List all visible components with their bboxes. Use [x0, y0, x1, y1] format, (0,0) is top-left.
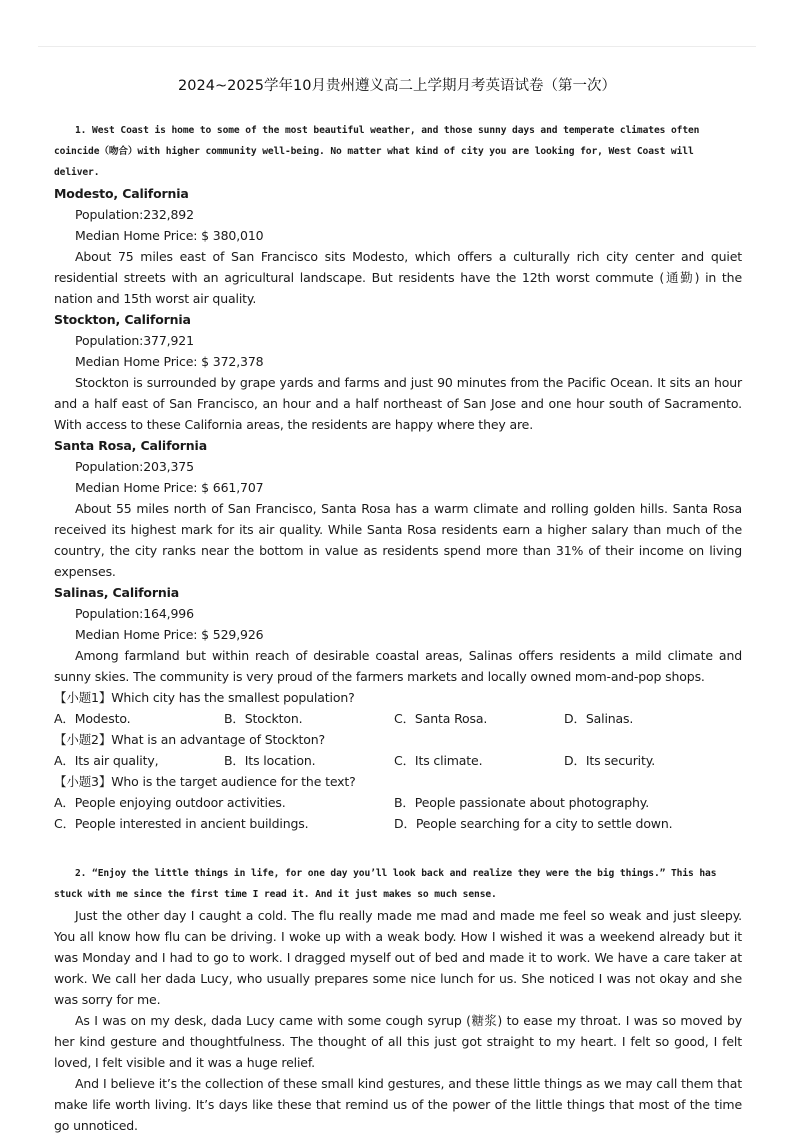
- city-section-modesto: [54, 183, 742, 309]
- option-b[interactable]: B．Its location.: [224, 753, 316, 768]
- question-stem: 【小题1】Which city has the smallest population?: [54, 690, 355, 705]
- city-population: Population:377,921: [75, 333, 194, 348]
- question-1: [54, 687, 742, 729]
- city-section-salinas: [54, 582, 742, 687]
- passage-2-paragraph: Just the other day I caught a cold. The flu really made me mad and made me feel so weak and just sleepy. You all know how flu can be driving. I woke up with a weak body. How I wished it was a weekend already but it was Monday and I had to go to work. I dragged myself out of bed and made it to work. We have a care taker at work. We call her dada Lucy, who usually prepares some nice lunch for us. She noticed I was not okay and she was sorry for me.: [54, 908, 742, 1007]
- question-stem: 【小题2】What is an advantage of Stockton?: [54, 732, 326, 747]
- option-a[interactable]: A．Modesto.: [54, 711, 131, 726]
- city-heading: Santa Rosa, California: [54, 438, 207, 453]
- city-median-home-price: Median Home Price: $ 529,926: [75, 627, 264, 642]
- passage-2-intro: 2. “Enjoy the little things in life, for one day you’ll look back and realize they were the big things.” This has stuck with me since the first time I read it. And it just makes so much sense.: [54, 868, 717, 900]
- question-stem: 【小题3】Who is the target audience for the text?: [54, 774, 356, 789]
- page-top-rule: [38, 46, 756, 47]
- question-options: [54, 708, 742, 729]
- passage-1-intro: 1. West Coast is home to some of the most beautiful weather, and those sunny days and temperate climates often coincide（吻合）with higher community well-being. No matter what kind of city you are looking for, West Coast will deliver.: [54, 125, 700, 178]
- question-3: [54, 771, 742, 834]
- option-c[interactable]: C．People interested in ancient buildings.: [54, 816, 309, 831]
- city-description: About 75 miles east of San Francisco sits Modesto, which offers a culturally rich city center and quiet residential streets with an agricultural landscape. But residents have the 12th worst commute (通勤) in the nation and 15th worst air quality.: [54, 249, 742, 306]
- passage-2-paragraph: And I believe it’s the collection of these small kind gestures, and these little things as we may call them that make life worth living. It’s days like these that remind us of the power of the little things that most of the time go unnoticed.: [54, 1076, 742, 1133]
- city-description: About 55 miles north of San Francisco, Santa Rosa has a warm climate and rolling golden hills. Santa Rosa received its highest mark for its air quality. While Santa Rosa residents earn a higher salary than much of the country, the city ranks near the bottom in value as residents spend more than 31% of their income on living expenses.: [54, 501, 742, 579]
- city-median-home-price: Median Home Price: $ 372,378: [75, 354, 264, 369]
- option-a[interactable]: A．People enjoying outdoor activities.: [54, 795, 286, 810]
- city-population: Population:203,375: [75, 459, 194, 474]
- city-median-home-price: Median Home Price: $ 661,707: [75, 480, 264, 495]
- option-a[interactable]: A．Its air quality,: [54, 753, 159, 768]
- city-description: Among farmland but within reach of desirable coastal areas, Salinas offers residents a mild climate and sunny skies. The community is very proud of the farmers markets and locally owned mom-and-pop shops.: [54, 648, 742, 684]
- city-heading: Modesto, California: [54, 186, 189, 201]
- page-title: 2024~2025学年10月贵州遵义高二上学期月考英语试卷（第一次）: [178, 78, 616, 94]
- city-section-stockton: [54, 309, 742, 435]
- question-2: [54, 729, 742, 771]
- option-d[interactable]: D．Salinas.: [564, 711, 634, 726]
- option-d[interactable]: D．People searching for a city to settle down.: [394, 816, 673, 831]
- city-population: Population:164,996: [75, 606, 194, 621]
- city-section-santa-rosa: [54, 435, 742, 582]
- exam-content: [54, 120, 742, 1136]
- city-heading: Salinas, California: [54, 585, 180, 600]
- option-b[interactable]: B．People passionate about photography.: [394, 795, 650, 810]
- city-description: Stockton is surrounded by grape yards and farms and just 90 minutes from the Pacific Ocean. It sits an hour and a half east of San Francisco, an hour and a half northeast of San Jose and one hour south of Sacramento. With access to these California areas, the residents are happy where they are.: [54, 375, 742, 432]
- option-d[interactable]: D．Its security.: [564, 753, 656, 768]
- section-spacer: [54, 834, 742, 863]
- question-options-row-1: [54, 792, 742, 813]
- passage-2-paragraph: As I was on my desk, dada Lucy came with some cough syrup (糖浆) to ease my throat. I was so moved by her kind gesture and thoughtfulness. The thought of all this just got straight to my heart. I felt so good, I felt loved, I felt visible and it was a huge relief.: [54, 1013, 742, 1070]
- city-population: Population:232,892: [75, 207, 194, 222]
- city-heading: Stockton, California: [54, 312, 191, 327]
- question-options: [54, 750, 742, 771]
- option-c[interactable]: C．Santa Rosa.: [394, 711, 488, 726]
- question-options-row-2: [54, 813, 742, 834]
- city-median-home-price: Median Home Price: $ 380,010: [75, 228, 264, 243]
- option-b[interactable]: B．Stockton.: [224, 711, 303, 726]
- option-c[interactable]: C．Its climate.: [394, 753, 483, 768]
